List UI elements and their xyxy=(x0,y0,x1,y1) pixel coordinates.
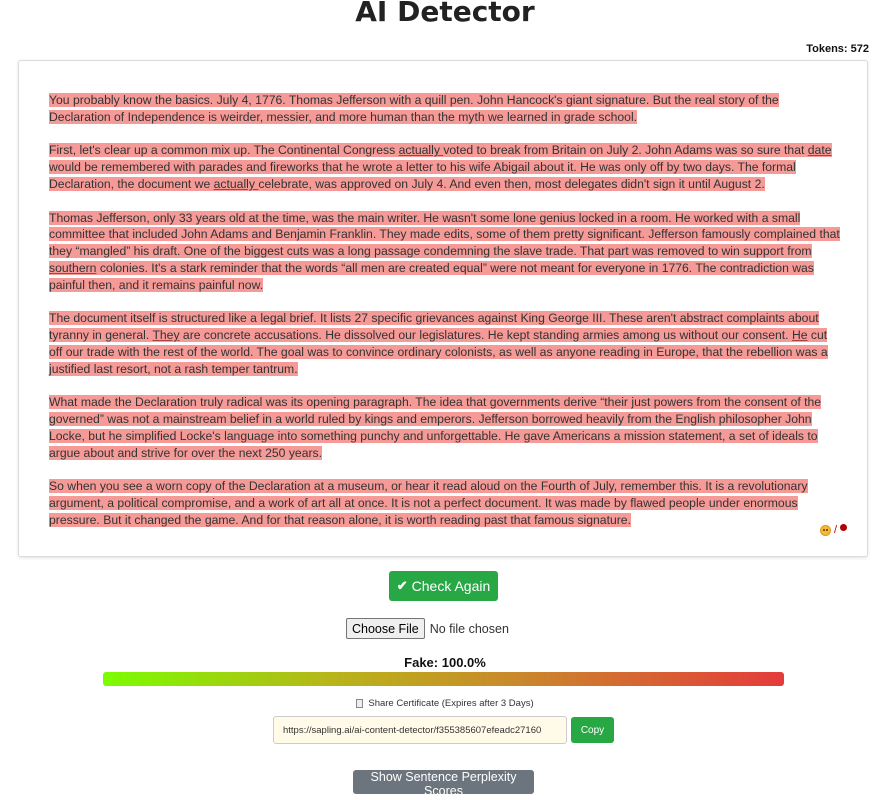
token-value: 572 xyxy=(850,43,869,55)
text-segment: would be remembered with parades and fireworks that he wrote a letter to his wife Abigail about it. He was only off by two days. The formal Declaration, the document we xyxy=(49,160,796,191)
token-count xyxy=(806,43,869,55)
file-upload xyxy=(346,618,509,639)
status-separator: / xyxy=(833,524,837,536)
text-editor[interactable] xyxy=(18,60,868,557)
flagged-word: actually xyxy=(213,176,259,191)
text-segment: voted to break from Britain on July 2. John Adams was so sure that xyxy=(443,143,808,158)
flagged-word: southern xyxy=(49,260,97,275)
red-dot-icon xyxy=(840,524,847,531)
share-certificate xyxy=(0,698,890,709)
fake-score-bar xyxy=(103,672,784,686)
face-icon xyxy=(820,525,831,536)
ai-highlight xyxy=(49,395,821,459)
fake-score-fill xyxy=(103,672,784,686)
ai-highlight xyxy=(49,479,808,527)
text-segment: are concrete accusations. He dissolved our legislatures. He kept standing armies among us without our consent. xyxy=(179,328,792,343)
text-segment: The document itself is structured like a legal brief. It lists 27 specific grievances against King George III. These aren't abstract complaints about tyranny in general. xyxy=(49,311,819,343)
ai-highlight xyxy=(49,93,779,124)
check-again-button[interactable] xyxy=(389,571,498,601)
share-certificate-label: Share Certificate (Expires after 3 Days) xyxy=(368,698,534,709)
copy-button[interactable]: Copy xyxy=(571,717,614,743)
flagged-word: He xyxy=(791,328,808,343)
editor-paragraph xyxy=(49,210,841,294)
text-segment: First, let's clear up a common mix up. The Continental Congress xyxy=(49,143,399,158)
text-segment: What made the Declaration truly radical was its opening paragraph. The idea that governments derive “their just powers from the consent of the governed” was not a mainstream belief in a world ruled by kings and emperors. Jefferson borrowed heavily from the English philosopher John Locke, but he simplified Locke's language into something punchy and unforgettable. He gave Americans a mission statement, a set of ideals to argue about and strive for over the next 250 years. xyxy=(49,395,822,460)
checkmark-icon: ✔ xyxy=(396,578,408,593)
text-segment: cut off our trade with the rest of the world. The goal was to convince ordinary colonists, as well as anyone reading in Europe, that the rebellion was a justified last resort, not a rash temper tantrum. xyxy=(49,328,828,376)
ai-highlight xyxy=(49,311,828,375)
flagged-word: actually xyxy=(398,143,444,158)
check-again-label: Check Again xyxy=(411,578,491,594)
document-icon xyxy=(356,699,363,708)
editor-paragraph xyxy=(49,394,841,461)
fake-score-label: Fake: 100.0% xyxy=(404,655,486,670)
share-url-input[interactable] xyxy=(273,716,567,744)
text-segment: celebrate, was approved on July 4. And even then, most delegates didn't sign it until August 2. xyxy=(258,176,765,191)
flagged-word: They xyxy=(152,328,180,343)
perplexity-scores-button[interactable]: Show Sentence Perplexity Scores xyxy=(353,770,534,794)
editor-paragraph xyxy=(49,92,841,126)
editor-paragraph xyxy=(49,478,841,528)
editor-content[interactable] xyxy=(49,92,841,546)
file-status-text: No file chosen xyxy=(429,621,509,636)
ai-highlight xyxy=(49,211,840,292)
choose-file-button[interactable]: Choose File xyxy=(346,618,425,639)
token-label: Tokens: xyxy=(806,43,848,55)
page-title: AI Detector xyxy=(355,0,535,28)
ai-highlight xyxy=(49,143,832,191)
text-segment: colonies. It's a stark reminder that the words “all men are created equal” were not meant for everyone in 1776. The contradiction was painful then, and it remains painful now. xyxy=(49,260,814,292)
text-segment: You probably know the basics. July 4, 1776. Thomas Jefferson with a quill pen. John Hancock's giant signature. But the real story of the Declaration of Independence is weirder, messier, and more human than the myth we learned in grade school. xyxy=(49,93,779,124)
flagged-word: date xyxy=(807,143,832,158)
editor-paragraph xyxy=(49,142,841,192)
text-segment: So when you see a worn copy of the Declaration at a museum, or hear it read aloud on the Fourth of July, remember this. It is a revolutionary argument, a political compromise, and a work of art all at once. It is not a perfect document. It was made by flawed people under enormous pressure. But it changed the game. And for that reason alone, it is worth reading past that famous signature. xyxy=(49,479,808,527)
text-segment: Thomas Jefferson, only 33 years old at the time, was the main writer. He wasn't some lone genius locked in a room. He worked with a small committee that included John Adams and Benjamin Franklin. They made edits, some of them pretty significant. Jefferson famously complained that they “mangled” his draft. One of the biggest cuts was a long passage condemning the slave trade. That part was removed to win support from xyxy=(49,210,840,259)
editor-paragraph xyxy=(49,310,841,377)
editor-status xyxy=(820,524,847,536)
